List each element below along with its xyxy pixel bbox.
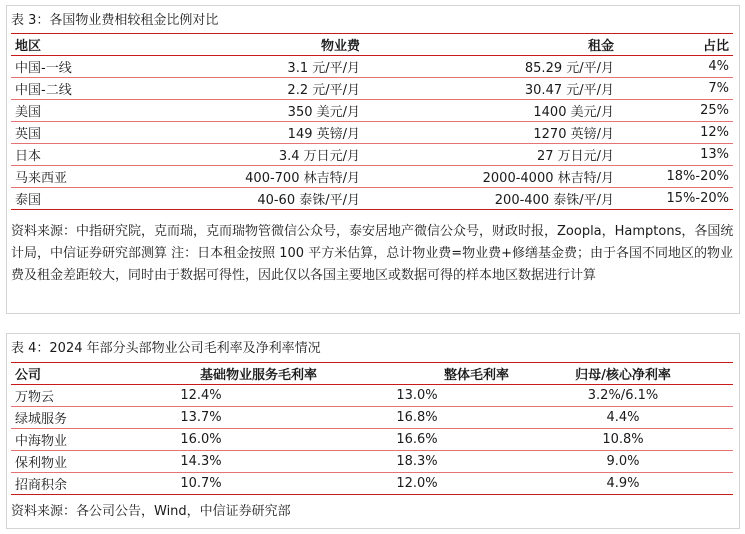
table-cell: 350 美元/月 — [81, 100, 364, 122]
table-row — [11, 144, 733, 166]
table-cell: 马来西亚 — [11, 166, 81, 188]
table-row — [11, 451, 733, 473]
table-cell: 12.4% — [81, 385, 321, 407]
table-cell: 13.7% — [81, 407, 321, 429]
table-cell: 400-700 林吉特/月 — [81, 166, 364, 188]
table-4-source-note: 资料来源：各公司公告，Wind，中信证券研究部 — [11, 504, 291, 519]
table-row — [11, 385, 733, 407]
table-cell: 1400 美元/月 — [364, 100, 618, 122]
table-cell: 14.3% — [81, 451, 321, 473]
table-cell: 12% — [618, 122, 733, 144]
table-cell: 16.0% — [81, 429, 321, 451]
table-cell: 2000-4000 林吉特/月 — [364, 166, 618, 188]
table-cell: 13.0% — [321, 385, 513, 407]
table-cell: 中国-二线 — [11, 78, 81, 100]
table-cell: 30.47 元/平/月 — [364, 78, 618, 100]
table-cell: 149 英镑/月 — [81, 122, 364, 144]
table-cell: 7% — [618, 78, 733, 100]
table-cell: 18%-20% — [618, 166, 733, 188]
table-cell: 10.7% — [81, 473, 321, 495]
table-cell: 英国 — [11, 122, 81, 144]
table-cell: 招商积余 — [11, 473, 81, 495]
header-overall-gross-margin: 整体毛利率 — [321, 363, 513, 385]
table-row — [11, 473, 733, 495]
table-header-row — [11, 363, 733, 385]
table-row — [11, 407, 733, 429]
header-property-fee: 物业费 — [81, 34, 364, 56]
table-cell: 4.4% — [513, 407, 733, 429]
table-cell: 9.0% — [513, 451, 733, 473]
table-row — [11, 56, 733, 78]
header-region: 地区 — [11, 34, 81, 56]
table-cell: 3.4 万日元/月 — [81, 144, 364, 166]
table-row — [11, 166, 733, 188]
table-row — [11, 100, 733, 122]
table-cell: 日本 — [11, 144, 81, 166]
table-3 — [11, 33, 733, 210]
table-cell: 16.8% — [321, 407, 513, 429]
table-4-caption: 表 4：2024 年部分头部物业公司毛利率及净利率情况 — [11, 341, 321, 356]
table-cell: 18.3% — [321, 451, 513, 473]
table-cell: 2.2 元/平/月 — [81, 78, 364, 100]
table-cell: 27 万日元/月 — [364, 144, 618, 166]
header-ratio: 占比 — [618, 34, 733, 56]
table-cell: 美国 — [11, 100, 81, 122]
table-4 — [11, 362, 733, 495]
table-row — [11, 122, 733, 144]
table-header-row — [11, 34, 733, 56]
header-basic-service-gross-margin: 基础物业服务毛利率 — [81, 363, 321, 385]
table-cell: 15%-20% — [618, 188, 733, 210]
table-cell: 4% — [618, 56, 733, 78]
table-cell: 保利物业 — [11, 451, 81, 473]
table-3-source-note: 资料来源：中指研究院，克而瑞，克而瑞物管微信公众号，泰安居地产微信公众号，财政时报，Zoopla，Hamptons，各国统计局，中信证券研究部测算 注：日本租金按照 100 平方米估算，总计物业费=物业费+修缮基金费；由于各国不同地区的物业费及租金差距较大，同时由于数据可得性，因此仅以各国主要地区或数据可得的样本地区数据进行计算 — [11, 224, 734, 283]
table-cell: 25% — [618, 100, 733, 122]
table-cell: 泰国 — [11, 188, 81, 210]
table-cell: 万物云 — [11, 385, 81, 407]
table-cell: 中国-一线 — [11, 56, 81, 78]
table-cell: 12.0% — [321, 473, 513, 495]
table-3-caption: 表 3：各国物业费相较租金比例对比 — [11, 13, 219, 28]
table-row — [11, 188, 733, 210]
header-company: 公司 — [11, 363, 81, 385]
table-cell: 200-400 泰铢/平/月 — [364, 188, 618, 210]
table-cell: 3.2%/6.1% — [513, 385, 733, 407]
table-3-panel — [6, 5, 740, 314]
table-cell: 40-60 泰铢/平/月 — [81, 188, 364, 210]
table-cell: 16.6% — [321, 429, 513, 451]
table-cell: 绿城服务 — [11, 407, 81, 429]
table-cell: 10.8% — [513, 429, 733, 451]
table-4-panel — [6, 333, 740, 529]
table-cell: 3.1 元/平/月 — [81, 56, 364, 78]
table-cell: 13% — [618, 144, 733, 166]
table-row — [11, 78, 733, 100]
header-net-margin: 归母/核心净利率 — [513, 363, 733, 385]
table-row — [11, 429, 733, 451]
table-cell: 85.29 元/平/月 — [364, 56, 618, 78]
header-rent: 租金 — [364, 34, 618, 56]
table-cell: 中海物业 — [11, 429, 81, 451]
table-cell: 1270 英镑/月 — [364, 122, 618, 144]
table-cell: 4.9% — [513, 473, 733, 495]
